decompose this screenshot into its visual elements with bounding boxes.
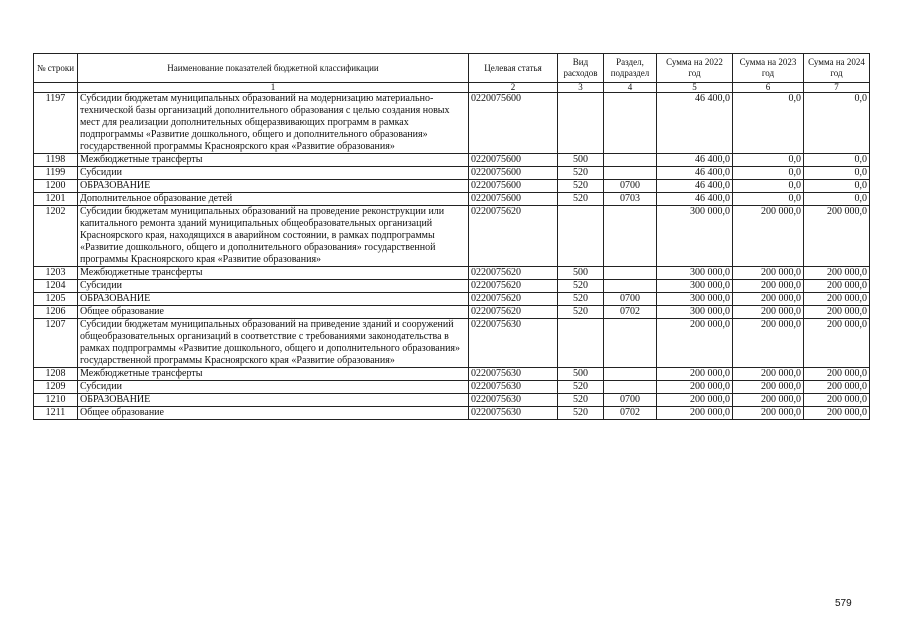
expense-type-cell: 520 bbox=[558, 394, 604, 407]
row-number-cell: 1210 bbox=[34, 394, 78, 407]
expense-type-cell: 500 bbox=[558, 154, 604, 167]
target-article-cell: 0220075630 bbox=[469, 394, 558, 407]
expense-type-cell: 500 bbox=[558, 368, 604, 381]
section-cell bbox=[604, 206, 657, 267]
name-cell: ОБРАЗОВАНИЕ bbox=[78, 394, 469, 407]
sum-2024-cell: 0,0 bbox=[804, 93, 870, 154]
sum-2022-cell: 300 000,0 bbox=[657, 306, 733, 319]
sum-2023-cell: 200 000,0 bbox=[733, 267, 804, 280]
row-number-cell: 1204 bbox=[34, 280, 78, 293]
sum-2024-cell: 200 000,0 bbox=[804, 407, 870, 420]
target-article-cell: 0220075620 bbox=[469, 306, 558, 319]
name-cell: ОБРАЗОВАНИЕ bbox=[78, 180, 469, 193]
row-number-cell: 1206 bbox=[34, 306, 78, 319]
name-cell: Дополнительное образование детей bbox=[78, 193, 469, 206]
sum-2024-cell: 200 000,0 bbox=[804, 280, 870, 293]
sum-2023-cell: 0,0 bbox=[733, 167, 804, 180]
header-expense-type: Вид расходов bbox=[558, 54, 604, 83]
row-number-cell: 1211 bbox=[34, 407, 78, 420]
section-cell: 0702 bbox=[604, 407, 657, 420]
section-cell bbox=[604, 381, 657, 394]
expense-type-cell: 520 bbox=[558, 167, 604, 180]
sum-2022-cell: 46 400,0 bbox=[657, 193, 733, 206]
name-cell: Субсидии бюджетам муниципальных образований на модернизацию материально-технической базы организаций дополнительного образования с целью создания новых мест для реализации дополнительных общеразвивающих программ в рамках подпрограммы «Развитие дошкольного, общего и дополнительного образования» государственной программы Красноярского края «Развитие образования» bbox=[78, 93, 469, 154]
name-cell: Субсидии bbox=[78, 280, 469, 293]
row-number-cell: 1208 bbox=[34, 368, 78, 381]
row-number-cell: 1199 bbox=[34, 167, 78, 180]
column-number: 7 bbox=[804, 83, 870, 93]
expense-type-cell: 500 bbox=[558, 267, 604, 280]
row-number-cell: 1203 bbox=[34, 267, 78, 280]
table-row bbox=[34, 193, 870, 206]
header-sum-2024: Сумма на 2024 год bbox=[804, 54, 870, 83]
name-cell: Субсидии bbox=[78, 167, 469, 180]
table-row bbox=[34, 206, 870, 267]
sum-2022-cell: 300 000,0 bbox=[657, 293, 733, 306]
row-number-cell: 1202 bbox=[34, 206, 78, 267]
row-number-cell: 1209 bbox=[34, 381, 78, 394]
target-article-cell: 0220075600 bbox=[469, 93, 558, 154]
section-cell bbox=[604, 93, 657, 154]
target-article-cell: 0220075620 bbox=[469, 267, 558, 280]
sum-2022-cell: 300 000,0 bbox=[657, 280, 733, 293]
header-row-number: № строки bbox=[34, 54, 78, 83]
section-cell: 0703 bbox=[604, 193, 657, 206]
section-cell bbox=[604, 368, 657, 381]
sum-2023-cell: 200 000,0 bbox=[733, 319, 804, 368]
section-cell: 0700 bbox=[604, 394, 657, 407]
expense-type-cell: 520 bbox=[558, 293, 604, 306]
section-cell bbox=[604, 154, 657, 167]
expense-type-cell: 520 bbox=[558, 193, 604, 206]
column-number bbox=[34, 83, 78, 93]
table-row bbox=[34, 293, 870, 306]
name-cell: Общее образование bbox=[78, 306, 469, 319]
sum-2023-cell: 0,0 bbox=[733, 93, 804, 154]
name-cell: Субсидии бюджетам муниципальных образований на проведение реконструкции или капитального ремонта зданий муниципальных общеобразовательных организаций Красноярского края, находящихся в аварийном состоянии, в рамках подпрограммы «Развитие дошкольного, общего и дополнительного образования» государственной программы Красноярского края «Развитие образования» bbox=[78, 206, 469, 267]
column-number: 6 bbox=[733, 83, 804, 93]
sum-2023-cell: 200 000,0 bbox=[733, 306, 804, 319]
sum-2022-cell: 300 000,0 bbox=[657, 267, 733, 280]
table-row bbox=[34, 180, 870, 193]
sum-2024-cell: 200 000,0 bbox=[804, 319, 870, 368]
section-cell bbox=[604, 280, 657, 293]
expense-type-cell: 520 bbox=[558, 407, 604, 420]
sum-2022-cell: 200 000,0 bbox=[657, 394, 733, 407]
column-number: 1 bbox=[78, 83, 469, 93]
sum-2024-cell: 200 000,0 bbox=[804, 206, 870, 267]
expense-type-cell: 520 bbox=[558, 280, 604, 293]
sum-2024-cell: 200 000,0 bbox=[804, 267, 870, 280]
expense-type-cell: 520 bbox=[558, 306, 604, 319]
target-article-cell: 0220075630 bbox=[469, 368, 558, 381]
target-article-cell: 0220075620 bbox=[469, 293, 558, 306]
sum-2023-cell: 0,0 bbox=[733, 154, 804, 167]
sum-2022-cell: 200 000,0 bbox=[657, 407, 733, 420]
row-number-cell: 1198 bbox=[34, 154, 78, 167]
section-cell: 0700 bbox=[604, 180, 657, 193]
sum-2022-cell: 46 400,0 bbox=[657, 154, 733, 167]
section-cell bbox=[604, 167, 657, 180]
sum-2022-cell: 200 000,0 bbox=[657, 319, 733, 368]
sum-2023-cell: 200 000,0 bbox=[733, 293, 804, 306]
budget-table bbox=[33, 53, 870, 420]
table-row bbox=[34, 167, 870, 180]
name-cell: Межбюджетные трансферты bbox=[78, 154, 469, 167]
section-cell: 0700 bbox=[604, 293, 657, 306]
column-number: 3 bbox=[558, 83, 604, 93]
column-number-row bbox=[34, 83, 870, 93]
sum-2024-cell: 0,0 bbox=[804, 193, 870, 206]
page-number: 579 bbox=[835, 598, 852, 609]
name-cell: ОБРАЗОВАНИЕ bbox=[78, 293, 469, 306]
sum-2024-cell: 200 000,0 bbox=[804, 368, 870, 381]
column-number: 5 bbox=[657, 83, 733, 93]
target-article-cell: 0220075600 bbox=[469, 180, 558, 193]
table-row bbox=[34, 93, 870, 154]
header-name: Наименование показателей бюджетной классификации bbox=[78, 54, 469, 83]
header-sum-2022: Сумма на 2022 год bbox=[657, 54, 733, 83]
sum-2022-cell: 46 400,0 bbox=[657, 180, 733, 193]
name-cell: Общее образование bbox=[78, 407, 469, 420]
sum-2023-cell: 0,0 bbox=[733, 180, 804, 193]
expense-type-cell: 520 bbox=[558, 180, 604, 193]
sum-2022-cell: 300 000,0 bbox=[657, 206, 733, 267]
row-number-cell: 1207 bbox=[34, 319, 78, 368]
row-number-cell: 1197 bbox=[34, 93, 78, 154]
table-row bbox=[34, 306, 870, 319]
sum-2023-cell: 200 000,0 bbox=[733, 394, 804, 407]
column-number: 4 bbox=[604, 83, 657, 93]
expense-type-cell: 520 bbox=[558, 381, 604, 394]
row-number-cell: 1201 bbox=[34, 193, 78, 206]
row-number-cell: 1205 bbox=[34, 293, 78, 306]
column-number: 2 bbox=[469, 83, 558, 93]
header-target-article: Целевая статья bbox=[469, 54, 558, 83]
sum-2024-cell: 0,0 bbox=[804, 154, 870, 167]
table-row bbox=[34, 267, 870, 280]
header-section: Раздел, подраздел bbox=[604, 54, 657, 83]
header-sum-2023: Сумма на 2023 год bbox=[733, 54, 804, 83]
sum-2024-cell: 200 000,0 bbox=[804, 293, 870, 306]
target-article-cell: 0220075600 bbox=[469, 167, 558, 180]
target-article-cell: 0220075620 bbox=[469, 206, 558, 267]
expense-type-cell bbox=[558, 319, 604, 368]
sum-2024-cell: 200 000,0 bbox=[804, 306, 870, 319]
sum-2024-cell: 0,0 bbox=[804, 167, 870, 180]
sum-2022-cell: 46 400,0 bbox=[657, 93, 733, 154]
expense-type-cell bbox=[558, 93, 604, 154]
sum-2022-cell: 200 000,0 bbox=[657, 368, 733, 381]
target-article-cell: 0220075620 bbox=[469, 280, 558, 293]
sum-2023-cell: 200 000,0 bbox=[733, 280, 804, 293]
name-cell: Субсидии bbox=[78, 381, 469, 394]
sum-2023-cell: 200 000,0 bbox=[733, 206, 804, 267]
table-row bbox=[34, 319, 870, 368]
table-row bbox=[34, 381, 870, 394]
table-row bbox=[34, 154, 870, 167]
sum-2022-cell: 200 000,0 bbox=[657, 381, 733, 394]
target-article-cell: 0220075600 bbox=[469, 154, 558, 167]
sum-2023-cell: 200 000,0 bbox=[733, 381, 804, 394]
target-article-cell: 0220075630 bbox=[469, 407, 558, 420]
sum-2024-cell: 200 000,0 bbox=[804, 381, 870, 394]
section-cell: 0702 bbox=[604, 306, 657, 319]
header-row bbox=[34, 54, 870, 83]
table-row bbox=[34, 407, 870, 420]
sum-2024-cell: 200 000,0 bbox=[804, 394, 870, 407]
table-body bbox=[34, 93, 870, 420]
target-article-cell: 0220075630 bbox=[469, 381, 558, 394]
target-article-cell: 0220075630 bbox=[469, 319, 558, 368]
sum-2022-cell: 46 400,0 bbox=[657, 167, 733, 180]
name-cell: Субсидии бюджетам муниципальных образований на приведение зданий и сооружений общеобразовательных организаций в соответствие с требованиями законодательства в рамках подпрограммы «Развитие дошкольного, общего и дополнительного образования» государственной программы Красноярского края «Развитие образования» bbox=[78, 319, 469, 368]
sum-2024-cell: 0,0 bbox=[804, 180, 870, 193]
name-cell: Межбюджетные трансферты bbox=[78, 368, 469, 381]
table-row bbox=[34, 368, 870, 381]
table-row bbox=[34, 280, 870, 293]
table-row bbox=[34, 394, 870, 407]
sum-2023-cell: 200 000,0 bbox=[733, 368, 804, 381]
sum-2023-cell: 0,0 bbox=[733, 193, 804, 206]
section-cell bbox=[604, 267, 657, 280]
sum-2023-cell: 200 000,0 bbox=[733, 407, 804, 420]
section-cell bbox=[604, 319, 657, 368]
row-number-cell: 1200 bbox=[34, 180, 78, 193]
target-article-cell: 0220075600 bbox=[469, 193, 558, 206]
expense-type-cell bbox=[558, 206, 604, 267]
name-cell: Межбюджетные трансферты bbox=[78, 267, 469, 280]
